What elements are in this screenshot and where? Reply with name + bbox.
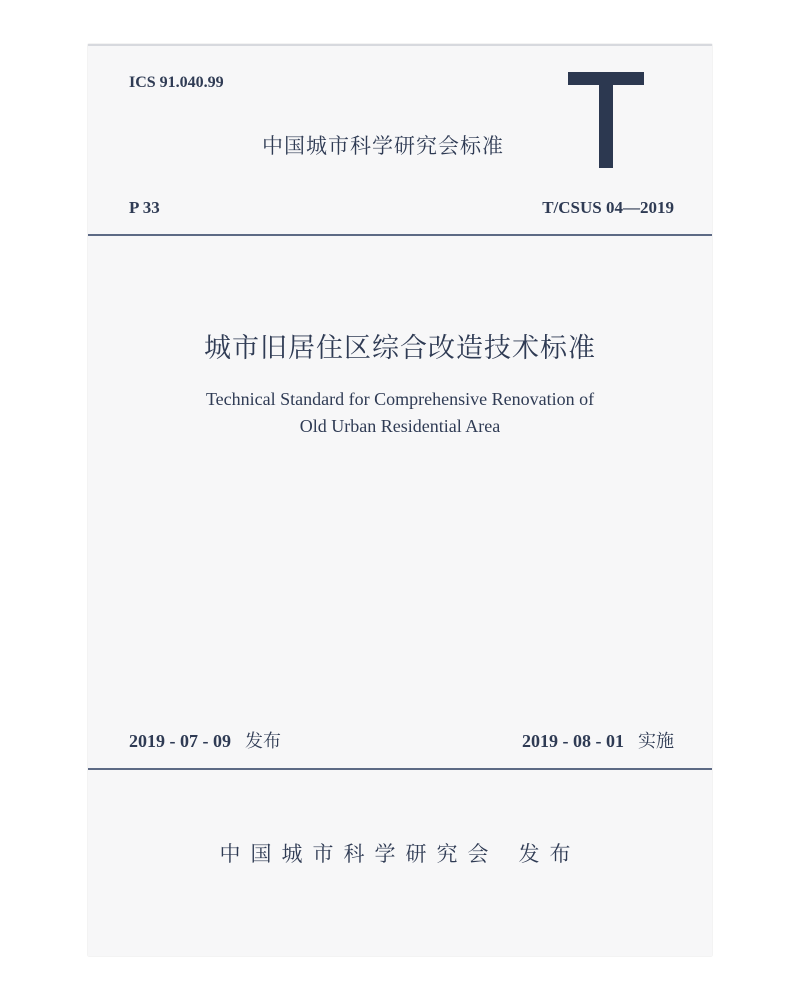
implement-label: 实施 xyxy=(638,731,674,752)
publisher-line xyxy=(88,838,712,868)
publisher-name: 中国城市科学研究会 xyxy=(219,842,499,866)
publish-label: 发布 xyxy=(518,842,581,866)
title-english-line1: Technical Standard for Comprehensive Renovation of xyxy=(205,389,595,409)
ics-code: ICS 91.040.99 xyxy=(129,74,224,91)
cover-top-edge xyxy=(88,44,712,46)
issue-date-block xyxy=(129,727,281,753)
standard-cover xyxy=(88,44,712,956)
t-logo-stem xyxy=(599,72,613,168)
title-english xyxy=(88,386,712,440)
issue-label: 发布 xyxy=(245,731,281,752)
top-divider xyxy=(88,234,712,236)
bottom-divider xyxy=(88,768,712,770)
implement-date-block xyxy=(522,727,674,753)
standard-number: T/CSUS 04—2019 xyxy=(542,198,674,217)
issue-date: 2019 - 07 - 09 xyxy=(129,731,231,751)
association-standard-label: 中国城市科学研究会标准 xyxy=(262,134,504,158)
title-chinese: 城市旧居住区综合改造技术标准 xyxy=(204,333,596,364)
t-standard-logo xyxy=(568,72,644,168)
classification-code: P 33 xyxy=(129,198,160,217)
title-english-line2: Old Urban Residential Area xyxy=(299,416,501,436)
implement-date: 2019 - 08 - 01 xyxy=(522,731,624,751)
